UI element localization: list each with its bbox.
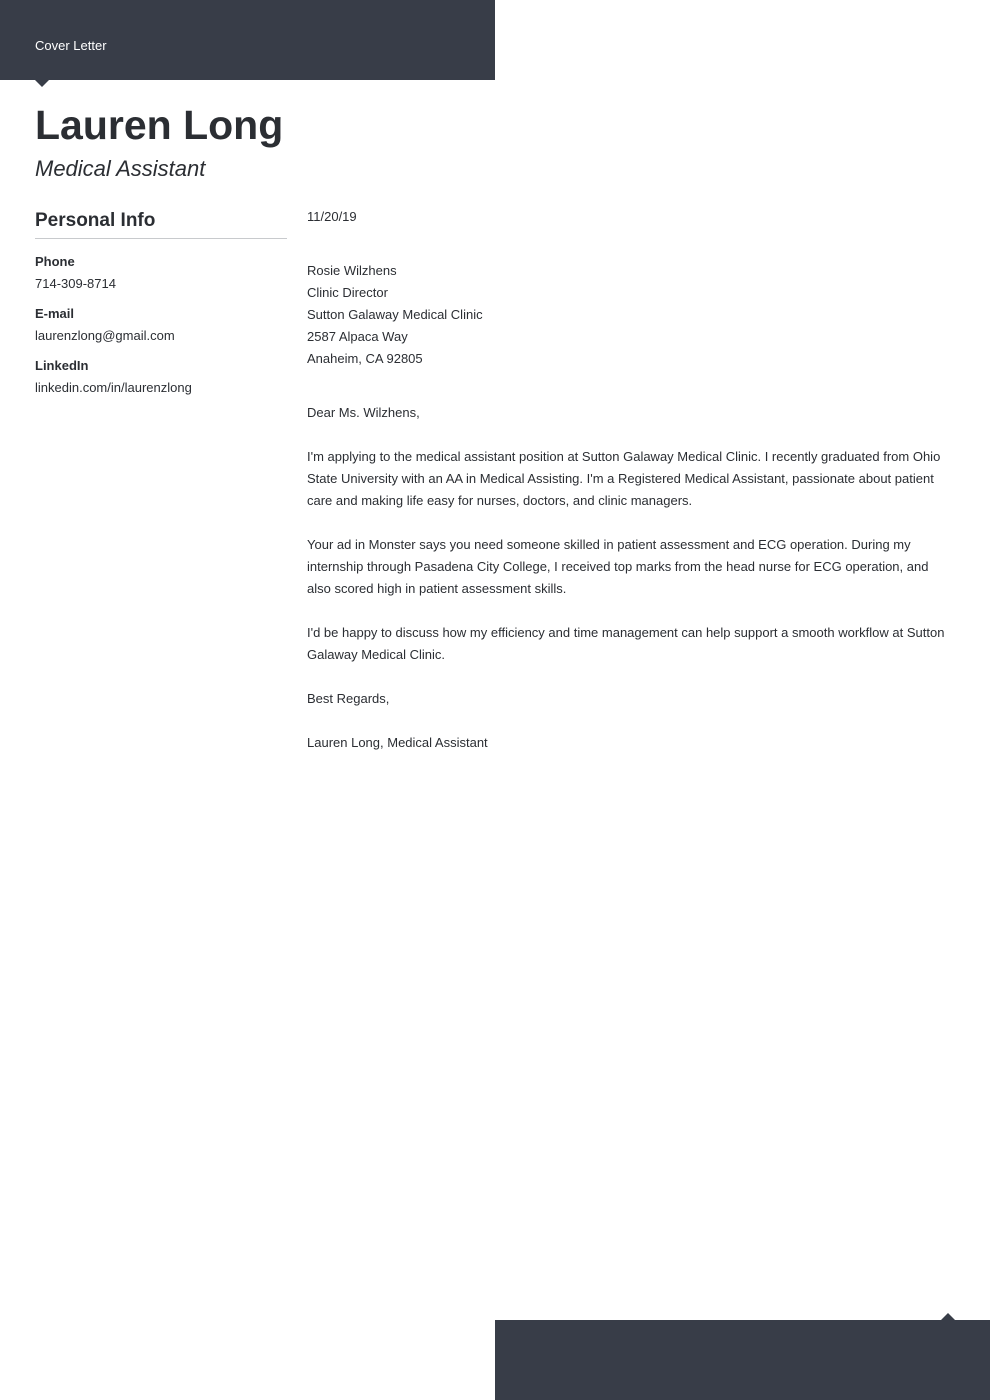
recipient-name: Rosie Wilzhens	[307, 263, 397, 278]
header-band	[0, 0, 495, 80]
recipient-title: Clinic Director	[307, 285, 388, 300]
phone-label: Phone	[35, 254, 75, 269]
linkedin-value: linkedin.com/in/laurenzlong	[35, 380, 192, 395]
header-notch	[35, 80, 49, 87]
letter-date: 11/20/19	[307, 209, 357, 224]
document-type-label: Cover Letter	[35, 38, 107, 53]
letter-body	[307, 206, 952, 776]
email-label: E-mail	[35, 306, 75, 321]
footer-notch	[941, 1313, 955, 1320]
email-group	[35, 303, 287, 347]
recipient-street: 2587 Alpaca Way	[307, 329, 408, 344]
paragraph: I'd be happy to discuss how my efficiency and time management can help support a smooth workflow at Sutton Galaway Medical Clinic.	[307, 625, 945, 662]
footer-band	[495, 1320, 990, 1400]
applicant-name: Lauren Long	[35, 102, 284, 148]
phone-value: 714-309-8714	[35, 276, 116, 291]
applicant-title: Medical Assistant	[35, 156, 206, 181]
salutation: Dear Ms. Wilzhens,	[307, 405, 420, 420]
paragraph: Your ad in Monster says you need someone skilled in patient assessment and ECG operation. During my internship through Pasadena City College, I received top marks from the head nurse for ECG operation, and also scored high in patient assessment skills.	[307, 537, 929, 596]
personal-info-heading: Personal Info	[35, 209, 287, 239]
phone-group	[35, 251, 287, 295]
recipient-city: Anaheim, CA 92805	[307, 351, 423, 366]
recipient-block	[307, 260, 952, 370]
signature: Lauren Long, Medical Assistant	[307, 735, 488, 750]
paragraph: I'm applying to the medical assistant position at Sutton Galaway Medical Clinic. I recently graduated from Ohio State University with an AA in Medical Assisting. I'm a Registered Medical Assistant, passionate about patient care and making life easy for nurses, doctors, and clinic managers.	[307, 449, 941, 508]
recipient-organization: Sutton Galaway Medical Clinic	[307, 307, 483, 322]
closing: Best Regards,	[307, 691, 390, 706]
linkedin-group	[35, 355, 287, 399]
email-value: laurenzlong@gmail.com	[35, 328, 175, 343]
personal-info-section	[35, 209, 287, 399]
linkedin-label: LinkedIn	[35, 358, 89, 373]
